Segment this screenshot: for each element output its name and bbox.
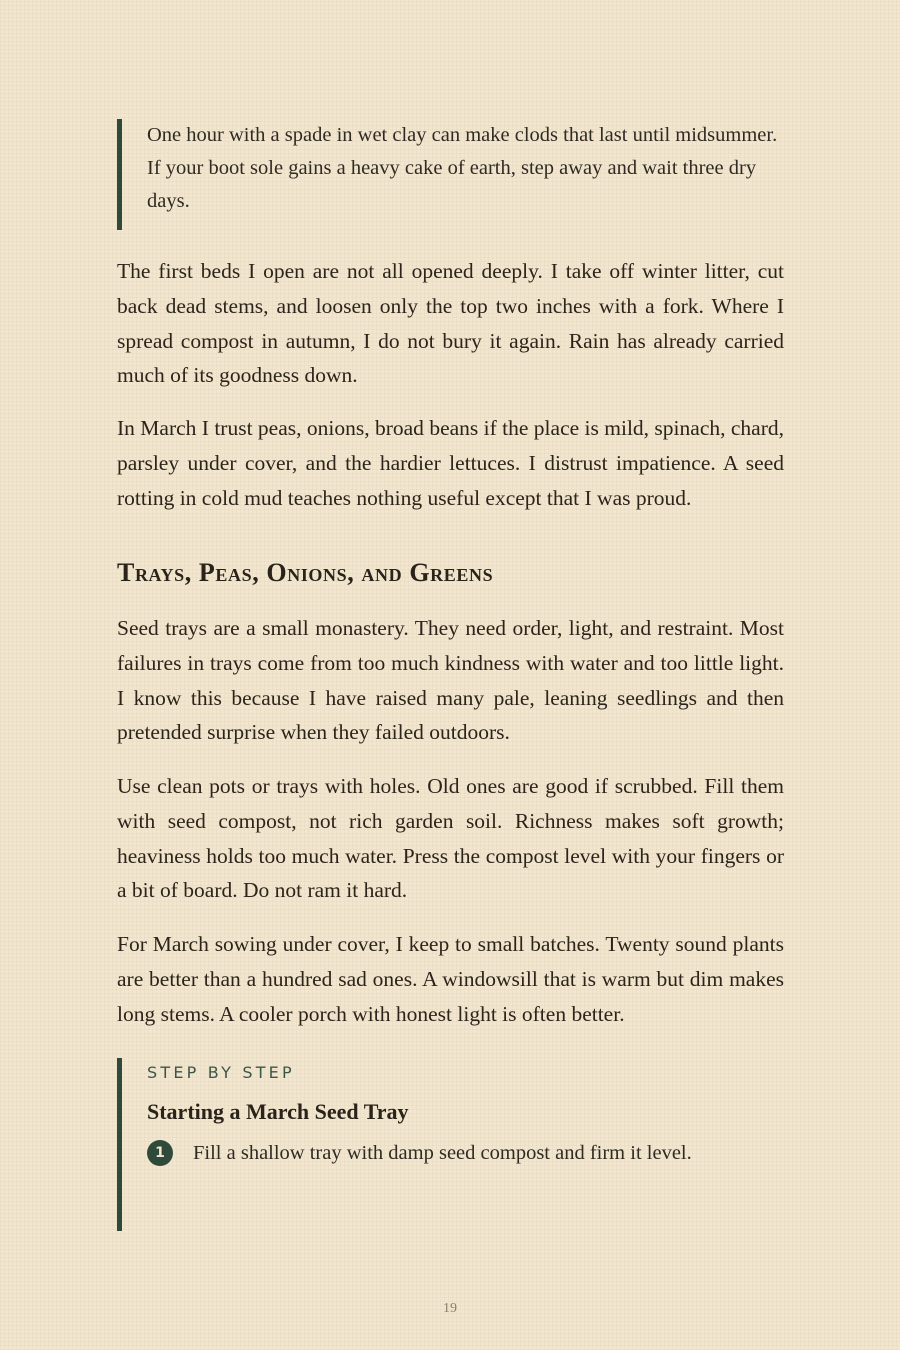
pull-quote: [117, 119, 784, 230]
section-paragraph-1: Seed trays are a small monastery. They need order, light, and restraint. Most failures in trays come from too much kindness with water and too little light. I know this because I have raised many pale, leaning seedlings and then pretended surprise when they failed outdoors.: [117, 616, 784, 745]
step-by-step-box: [117, 1058, 784, 1231]
pull-quote-text: One hour with a spade in wet clay can make clods that last until midsummer. If your boot sole gains a heavy cake of earth, step away and wait three dry days.: [147, 124, 778, 212]
step-box-title: Starting a March Seed Tray: [147, 1099, 409, 1124]
step-number-badge: 1: [147, 1140, 173, 1166]
step-box-kicker: STEP BY STEP: [147, 1063, 295, 1082]
step-text: Fill a shallow tray with damp seed compost and firm it level.: [193, 1142, 692, 1164]
step-item: [147, 1140, 692, 1166]
intro-paragraph-1: The first beds I open are not all opened deeply. I take off winter litter, cut back dead stems, and loosen only the top two inches with a fork. Where I spread compost in autumn, I do not bury it again. Rain has already carried much of its goodness down.: [117, 259, 784, 388]
page-number: 19: [443, 1301, 457, 1316]
section-paragraph-2: Use clean pots or trays with holes. Old ones are good if scrubbed. Fill them with seed compost, not rich garden soil. Richness makes soft growth; heaviness holds too much water. Press the compost level with your fingers or a bit of board. Do not ram it hard.: [117, 774, 784, 903]
section-heading: Trays, Peas, Onions, and Greens: [117, 558, 494, 587]
intro-paragraph-2: In March I trust peas, onions, broad beans if the place is mild, spinach, chard, parsley under cover, and the hardier lettuces. I distrust impatience. A seed rotting in cold mud teaches nothing useful except that I was proud.: [117, 416, 784, 510]
section-paragraph-3: For March sowing under cover, I keep to small batches. Twenty sound plants are better than a hundred sad ones. A windowsill that is warm but dim makes long stems. A cooler porch with honest light is often better.: [117, 932, 784, 1026]
